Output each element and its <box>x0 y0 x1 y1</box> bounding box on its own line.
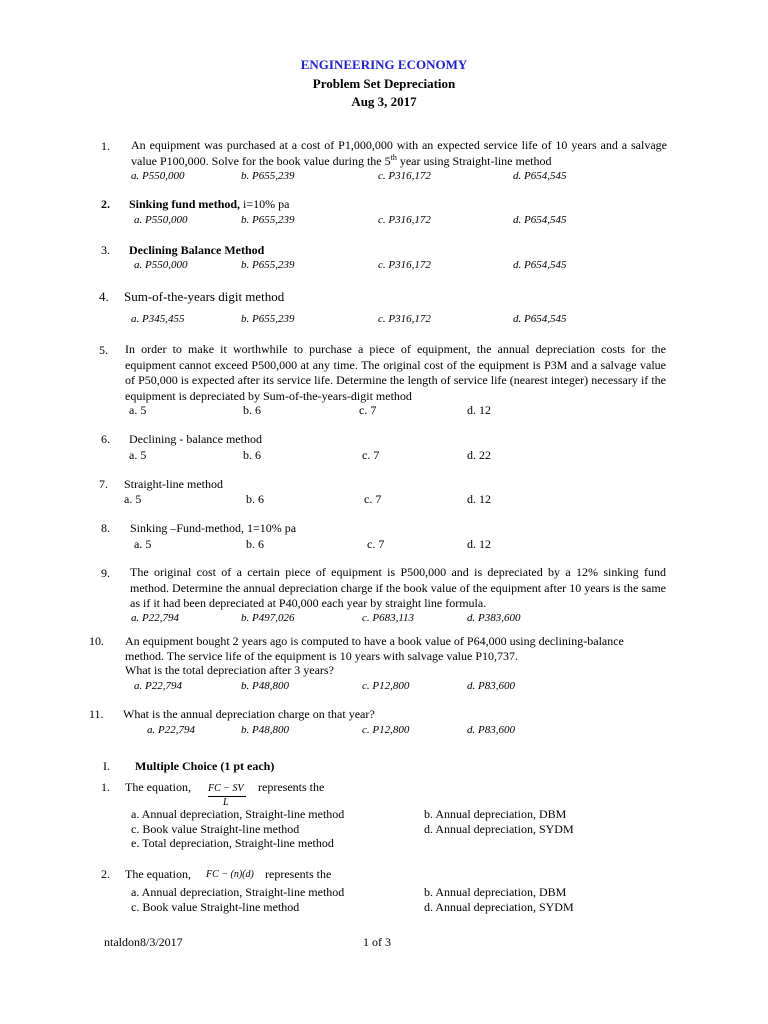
choice-a: a. P22,794 <box>147 724 195 736</box>
choice-c: c. 7 <box>362 448 380 462</box>
choice-a: a. 5 <box>134 537 152 551</box>
problem-label: Sinking fund method, i=10% pa <box>129 197 290 211</box>
choice-b: b. 6 <box>243 448 261 462</box>
problem-label: Sinking –Fund-method, 1=10% pa <box>130 521 297 535</box>
choice-a: a. P345,455 <box>131 313 185 325</box>
question-number: 1. <box>101 780 110 794</box>
choice-c: c. P12,800 <box>362 680 410 692</box>
option-b: b. Annual depreciation, DBM <box>424 885 567 899</box>
problem-number: 2. <box>101 197 110 211</box>
choice-b: b. P497,026 <box>241 612 295 624</box>
choice-d: d. P654,545 <box>513 214 567 226</box>
problem-text-line: What is the total depreciation after 3 years? <box>125 663 334 677</box>
choice-c: c. 7 <box>367 537 385 551</box>
choice-d: d. 22 <box>467 448 491 462</box>
problem-number: 7. <box>99 477 108 491</box>
question-tail: represents the <box>265 867 332 881</box>
problem-text: In order to make it worthwhile to purchase a piece of equipment, the annual depreciation costs for the equipment cannot exceed P500,000 at any time. The original cost of the equipment is P3M and a salvage value of P50,000 is expected after its service life. Determine the length of service life (nearest integer) necessary if the equipment is depreciated by Sum-of-the-years-digit method <box>125 342 666 403</box>
choice-a: a. P22,794 <box>131 612 179 624</box>
question-tail: represents the <box>258 780 325 794</box>
choice-d: d. 12 <box>467 403 491 417</box>
problem-text-line: An equipment bought 2 years ago is computed to have a book value of P64,000 using declining-balance <box>125 634 624 648</box>
problem-number: 5. <box>99 343 108 357</box>
question-lead: The equation, <box>125 867 191 881</box>
choice-c: c. P316,172 <box>378 170 431 182</box>
problem-number: 10. <box>89 634 104 648</box>
choice-d: d. P654,545 <box>513 313 567 325</box>
document-title: ENGINEERING ECONOMY <box>300 57 468 72</box>
section-title: Multiple Choice (1 pt each) <box>135 759 275 773</box>
choice-b: b. 6 <box>246 492 264 506</box>
option-c: c. Book value Straight-line method <box>131 900 300 914</box>
formula: FC − (n)(d) <box>206 869 254 880</box>
choice-a: a. 5 <box>129 448 147 462</box>
footer-author-date: ntaldon8/3/2017 <box>104 935 183 949</box>
choice-a: a. P550,000 <box>134 214 188 226</box>
choice-d: d. P654,545 <box>513 170 567 182</box>
problem-number: 11. <box>89 707 104 721</box>
problem-text: An equipment was purchased at a cost of P1,000,000 with an expected service life of 10 years and a salvage value P100,000. Solve for the book value during the 5th year using Straight-line method <box>131 138 667 168</box>
problem-label: Declining Balance Method <box>129 243 265 257</box>
option-b: b. Annual depreciation, DBM <box>424 807 567 821</box>
choice-b: b. P655,239 <box>241 259 295 271</box>
problem-number: 4. <box>99 289 109 304</box>
problem-label: Sum-of-the-years digit method <box>124 289 285 304</box>
choice-c: c. P316,172 <box>378 214 431 226</box>
document-date: Aug 3, 2017 <box>351 94 417 109</box>
page-number: 1 of 3 <box>363 935 391 949</box>
option-d: d. Annual depreciation, SYDM <box>424 822 574 836</box>
choice-b: b. P48,800 <box>241 724 289 736</box>
choice-c: c. P316,172 <box>378 313 431 325</box>
option-a: a. Annual depreciation, Straight-line method <box>131 807 345 821</box>
choice-b: b. P655,239 <box>241 170 295 182</box>
question-number: 2. <box>101 867 110 881</box>
choice-b: b. 6 <box>243 403 261 417</box>
choice-a: a. 5 <box>124 492 142 506</box>
choice-d: d. P654,545 <box>513 259 567 271</box>
formula-denominator: L <box>223 797 229 808</box>
choice-c: c. P683,113 <box>362 612 415 624</box>
problem-text-line: method. The service life of the equipment is 10 years with salvage value P10,737. <box>125 649 519 663</box>
problem-number: 1. <box>101 139 110 153</box>
choice-c: c. P12,800 <box>362 724 410 736</box>
choice-d: d. P83,600 <box>467 680 515 692</box>
choice-a: a. 5 <box>129 403 147 417</box>
question-lead: The equation, <box>125 780 191 794</box>
section-number: I. <box>103 759 110 773</box>
document-subtitle: Problem Set Depreciation <box>312 76 456 91</box>
choice-d: d. 12 <box>467 537 491 551</box>
choice-c: c. P316,172 <box>378 259 431 271</box>
problem-text: The original cost of a certain piece of equipment is P500,000 and is depreciated by a 12% sinking fund method. Determine the annual depreciation charge if the book value of the equipment after 10 years is the same as if it had been depreciated at P40,000 each year by straight line formula. <box>130 565 666 610</box>
formula-numerator: FC − SV <box>208 783 244 794</box>
option-d: d. Annual depreciation, SYDM <box>424 900 574 914</box>
choice-d: d. 12 <box>467 492 491 506</box>
choice-d: d. P383,600 <box>467 612 521 624</box>
choice-c: c. 7 <box>364 492 382 506</box>
option-e: e. Total depreciation, Straight-line method <box>131 836 334 850</box>
problem-number: 3. <box>101 243 110 257</box>
choice-a: a. P22,794 <box>134 680 182 692</box>
choice-c: c. 7 <box>359 403 377 417</box>
choice-b: b. P48,800 <box>241 680 289 692</box>
choice-b: b. 6 <box>246 537 264 551</box>
problem-label: Declining - balance method <box>129 432 262 446</box>
problem-number: 9. <box>101 566 110 580</box>
choice-a: a. P550,000 <box>134 259 188 271</box>
problem-number: 8. <box>101 521 110 535</box>
option-c: c. Book value Straight-line method <box>131 822 300 836</box>
choice-b: b. P655,239 <box>241 214 295 226</box>
problem-number: 6. <box>101 432 110 446</box>
choice-d: d. P83,600 <box>467 724 515 736</box>
problem-text: What is the annual depreciation charge on that year? <box>123 707 375 721</box>
choice-a: a. P550,000 <box>131 170 185 182</box>
option-a: a. Annual depreciation, Straight-line method <box>131 885 345 899</box>
choice-b: b. P655,239 <box>241 313 295 325</box>
problem-label: Straight-line method <box>124 477 223 491</box>
